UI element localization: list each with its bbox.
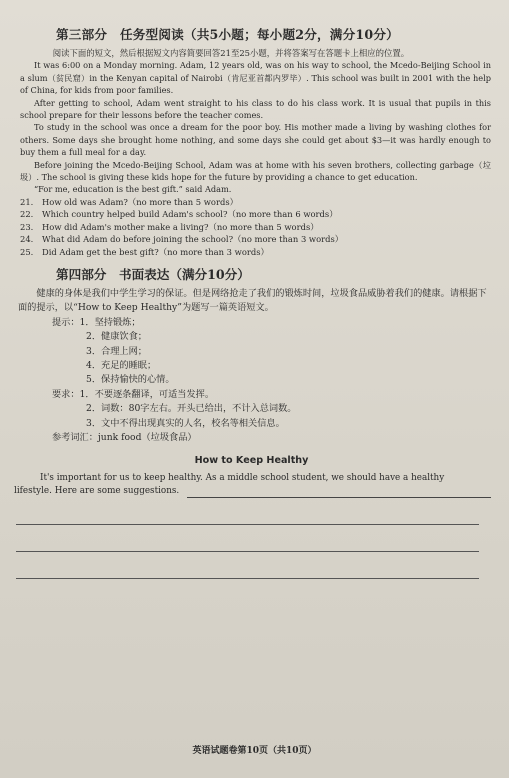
section3-intro: 阅读下面的短文，然后根据短文内容简要回答21至25小题，并将答案写在答题卡上相应的位置。 (52, 48, 410, 58)
answer-line (16, 551, 479, 552)
passage-paragraph: It was 6:00 on a Monday morning. Adam, 12 years old, was on his way to school, the Mcedo-Beijing School in a slum（贫民窟）in the Kenyan capital of Nairobi（肯尼亚首都内罗毕）. This school was built in 2001 with the help of China, for kids from poor families. (20, 60, 491, 96)
question-21 (20, 196, 491, 208)
reference-vocab: 参考词汇：junk food（垃圾食品） (52, 431, 197, 443)
answer-line (187, 487, 491, 498)
question-number: 25. (20, 246, 34, 257)
tip-item: 5．保持愉快的心情。 (86, 374, 175, 386)
question-text: Did Adam get the best gift?（no more than 3 words） (42, 246, 269, 257)
page-footer: 英语试题卷第10页（共10页） (192, 746, 317, 756)
writing-opening-line: It's important for us to keep healthy. As a middle school student, we should have a healthy (40, 473, 445, 484)
passage-paragraph: Before joining the Mcedo-Beijing School, Adam was at home with his seven brothers, collecting garbage（垃圾）. The school is giving these kids hope for the future by providing a chance to get education. (20, 159, 491, 183)
question-text: How did Adam's mother make a living?（no more than 5 words） (42, 221, 319, 232)
question-number: 23. (20, 221, 34, 232)
tip-item: 2．健康饮食； (86, 331, 147, 343)
req-item: 2．词数：80字左右。开头已给出，不计入总词数。 (86, 403, 297, 415)
section4-lead: 健康的身体是我们中学生学习的保证。但是网络抢走了我们的锻炼时间，垃圾食品威胁着我们的健康。请根据下面的提示，以“How to Keep Healthy”为题写一篇英语短文。 (18, 287, 487, 314)
answer-line (16, 524, 479, 525)
writing-second-line (14, 485, 491, 498)
writing-opening-end: lifestyle. Here are some suggestions. (14, 486, 180, 497)
tips-label: 提示： (52, 316, 80, 328)
answer-line (16, 578, 479, 579)
requirements-block (52, 388, 491, 431)
passage-paragraph: To study in the school was once a dream for the poor boy. His mother made a living by washing clothes for others. Some days she brought home nothing, and some days she could get about $3—it was hardly enough to buy them a full meal for a day. (20, 122, 491, 158)
req-label: 要求： (52, 388, 80, 400)
section3-title: 第三部分 任务型阅读（共5小题；每小题2分，满分10分） (56, 27, 399, 42)
passage-paragraph: After getting to school, Adam went straight to his class to do his class work. It is usual that pupils in this school prepare for their lessons before the teacher comes. (20, 97, 491, 121)
question-24 (20, 233, 491, 245)
question-text: Which country helped build Adam's school?（no more than 6 words） (42, 209, 338, 220)
question-text: What did Adam do before joining the school?（no more than 3 words） (42, 234, 344, 245)
question-22 (20, 208, 491, 220)
tips-block (52, 316, 491, 388)
tip-item: 3．合理上网； (86, 345, 147, 357)
tip-item: 4．充足的睡眠； (86, 359, 157, 371)
passage-quote: “For me, education is the best gift.” said Adam. (34, 184, 232, 195)
section4-title: 第四部分 书面表达（满分10分） (56, 266, 250, 282)
question-23 (20, 221, 491, 233)
writing-title: How to Keep Healthy (194, 455, 309, 467)
question-number: 24. (20, 234, 34, 245)
question-number: 22. (20, 209, 34, 220)
question-25 (20, 246, 491, 258)
req-item: 1．不要逐条翻译，可适当发挥。 (79, 388, 215, 400)
tip-item: 1．坚持锻炼； (79, 316, 141, 328)
question-text: How old was Adam?（no more than 5 words） (42, 196, 239, 207)
question-number: 21. (20, 196, 34, 207)
req-item: 3．文中不得出现真实的人名，校名等相关信息。 (86, 417, 285, 429)
